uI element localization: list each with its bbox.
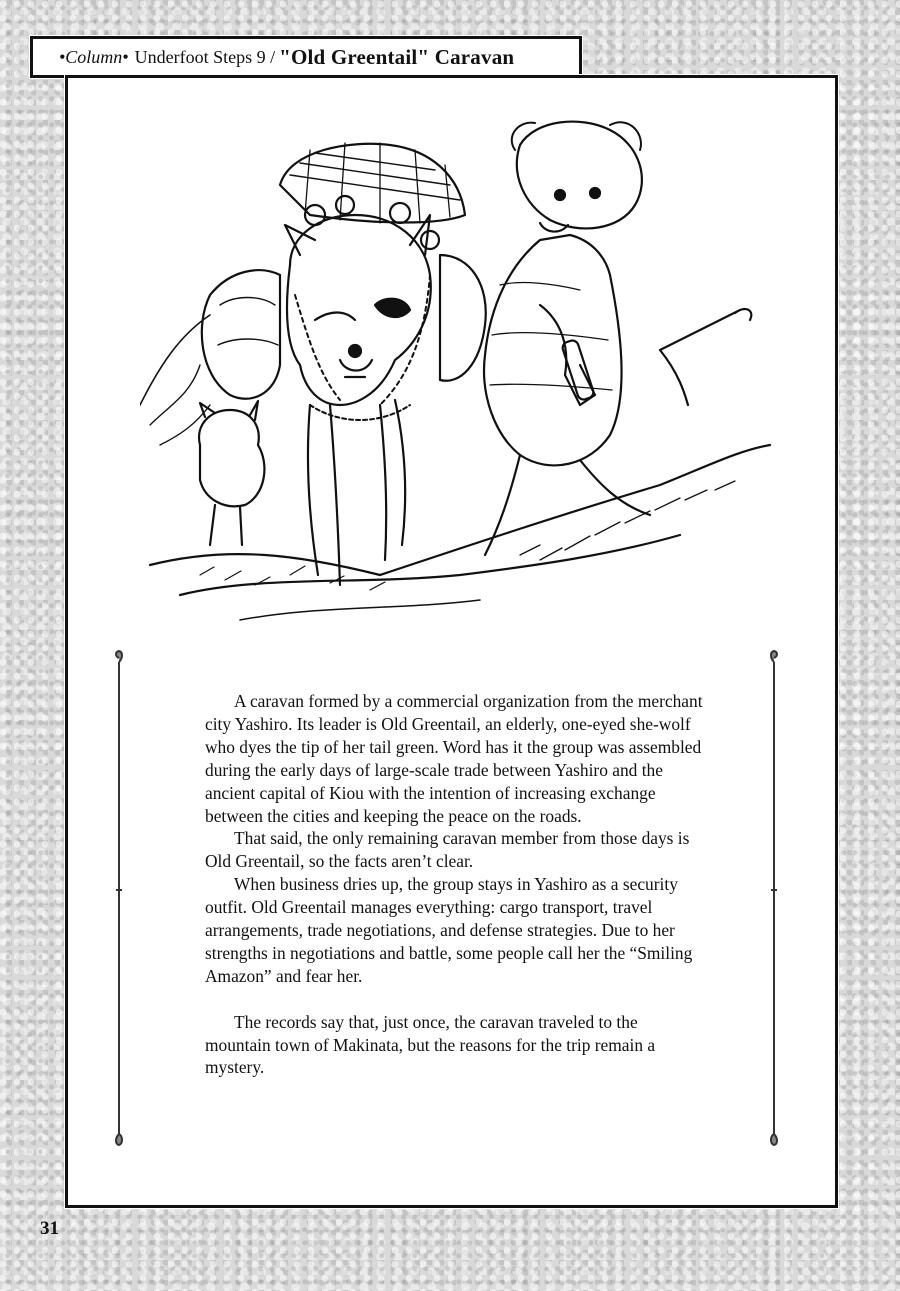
column-subtitle: Underfoot Steps 9 / — [134, 46, 276, 67]
paragraph-3: When business dries up, the group stays in Yashiro as a security outfit. Old Greentail manages everything: cargo transport, travel arrangements, trade negotiations, and defense strategies. Due to her strengths in negotiations and battle, some people call her the “Smiling Amazon” and fear her. — [205, 874, 693, 986]
paragraph-4: The records say that, just once, the caravan traveled to the mountain town of Makinata, but the reasons for the trip remain a mystery. — [205, 1011, 656, 1078]
page-number: 31 — [40, 1218, 59, 1239]
paragraph-2: That said, the only remaining caravan member from those days is Old Greentail, so the facts aren’t clear. — [205, 828, 690, 872]
right-scroll-ornament — [768, 650, 780, 1146]
caravan-illustration — [140, 105, 780, 635]
column-body — [205, 690, 705, 1079]
column-label: •Column• — [59, 46, 129, 67]
paragraph-1: A caravan formed by a commercial organization from the merchant city Yashiro. Its leader is Old Greentail, an elderly, one-eyed she-wolf who dyes the tip of her tail green. Word has it the group was assembled during the early days of large-scale trade between Yashiro and the ancient capital of Kiou with the intention of increasing exchange between the cities and keeping the peace on the roads. — [205, 691, 703, 826]
column-header — [30, 36, 582, 78]
left-scroll-ornament — [113, 650, 125, 1146]
column-title: "Old Greentail" Caravan — [279, 44, 515, 69]
